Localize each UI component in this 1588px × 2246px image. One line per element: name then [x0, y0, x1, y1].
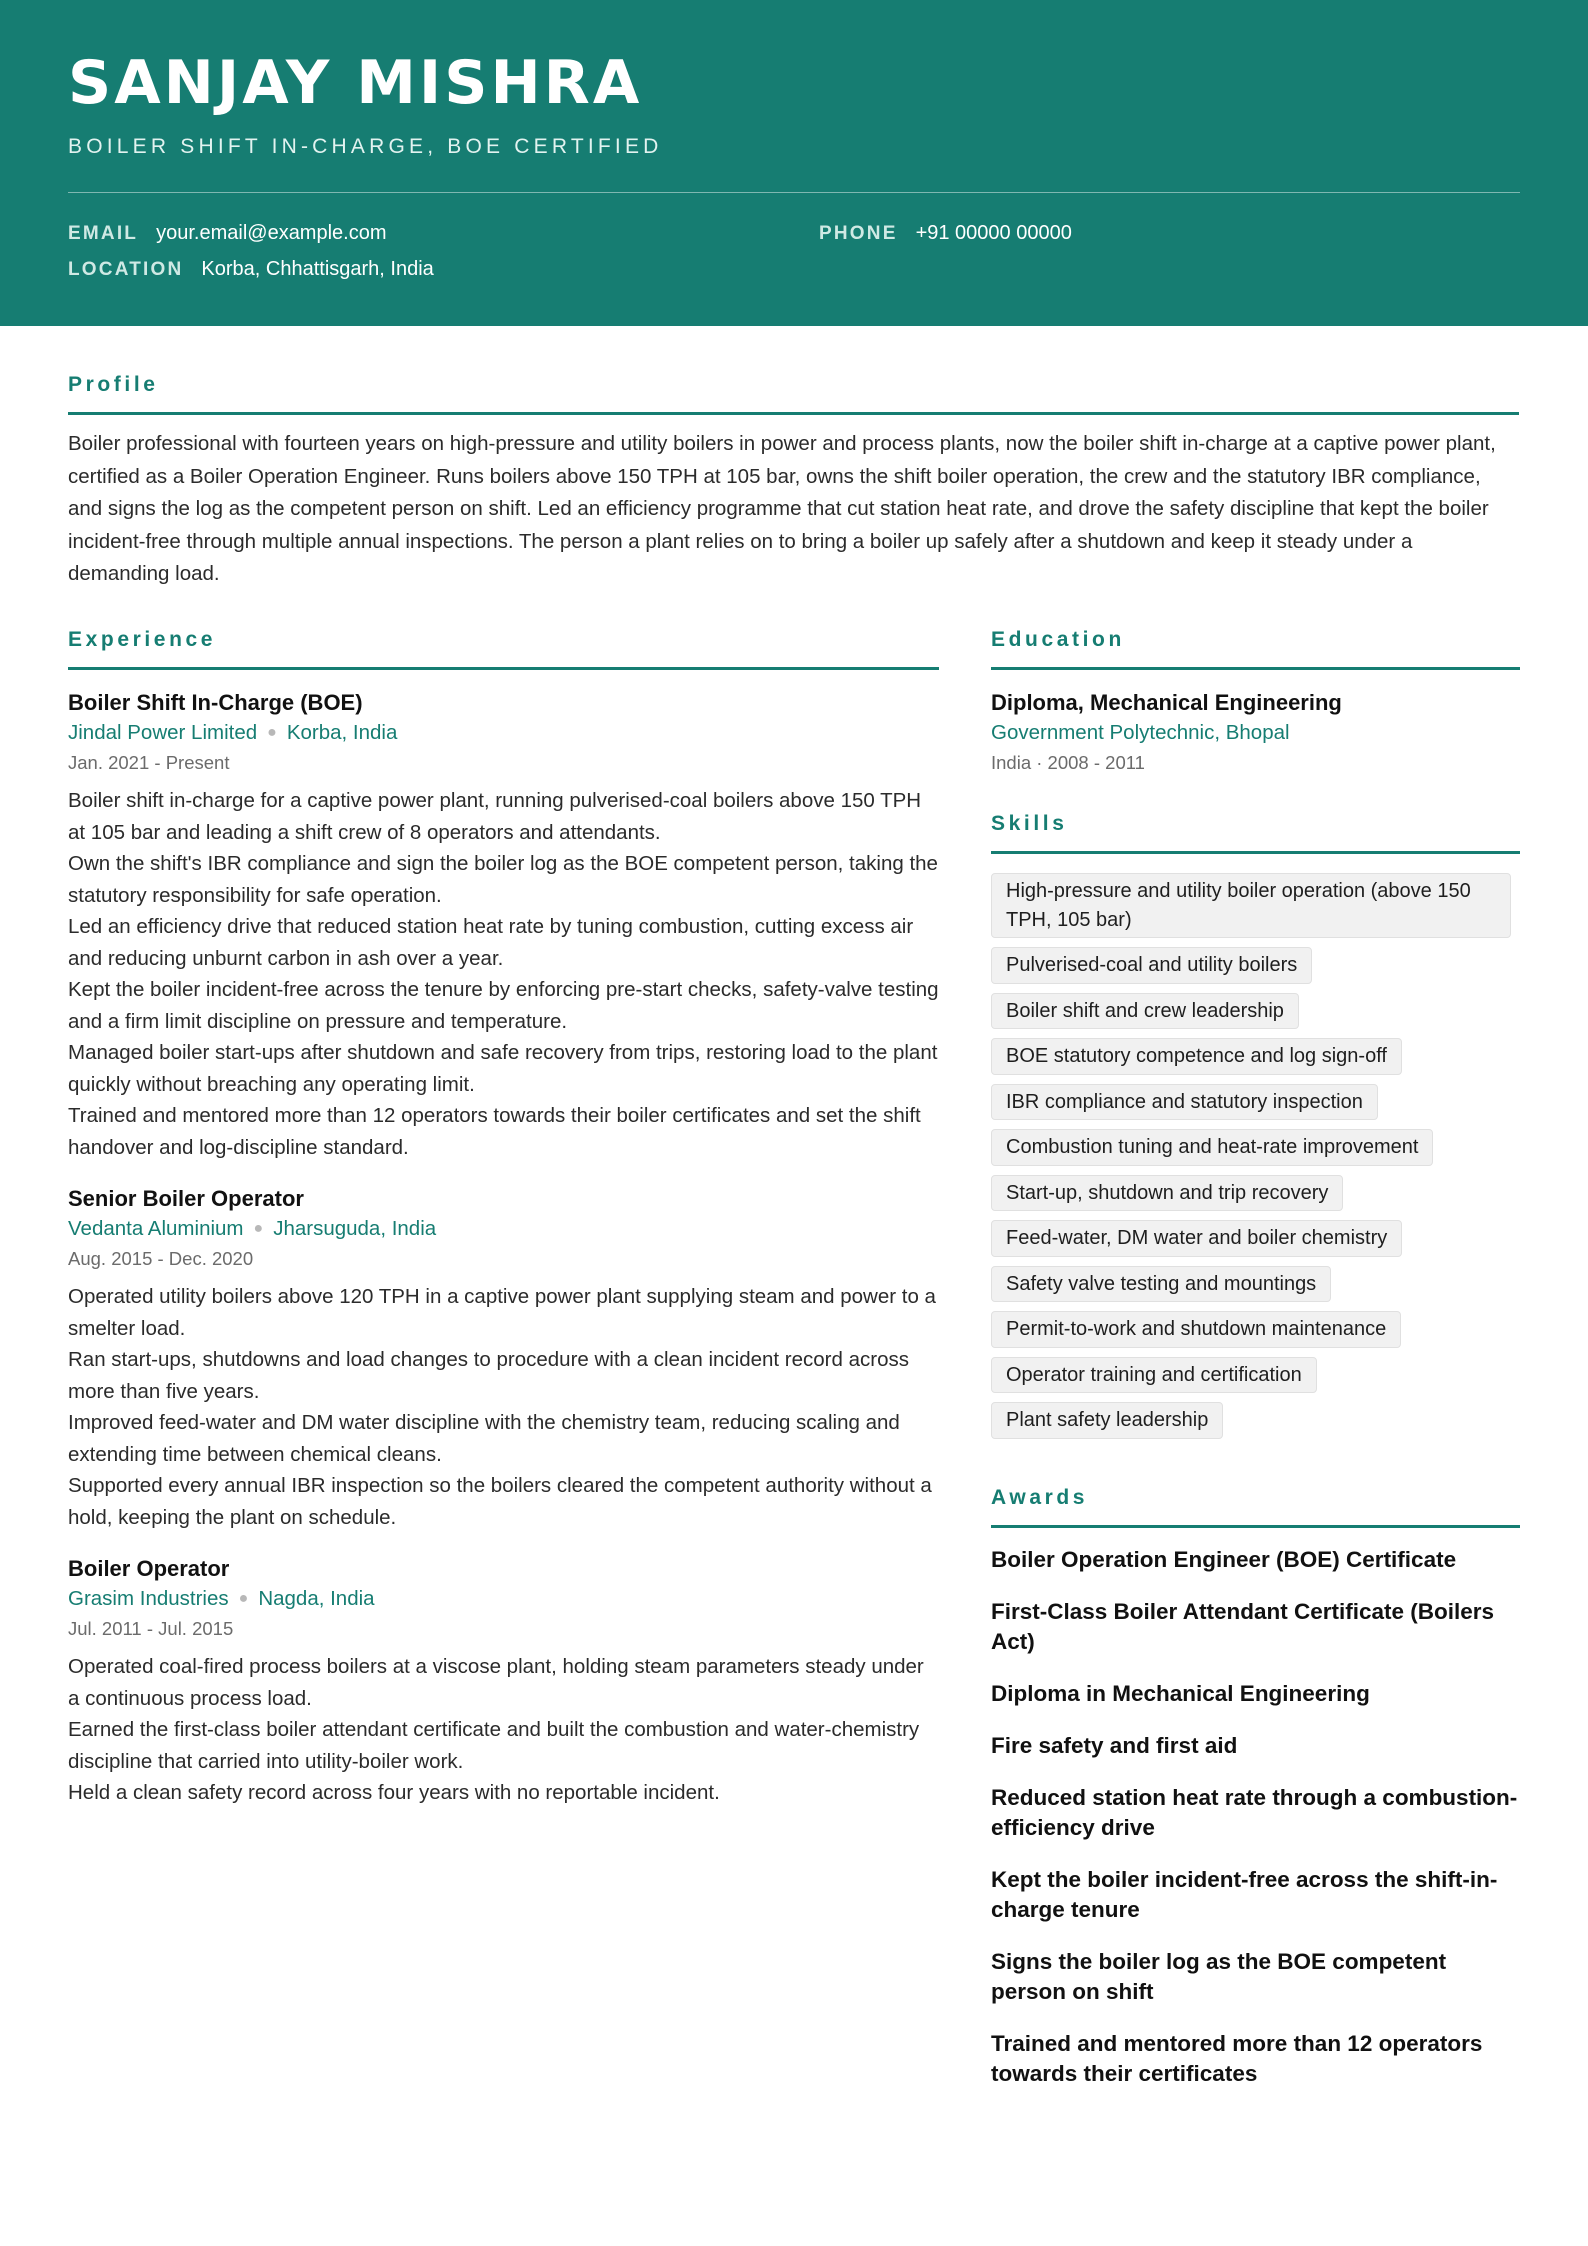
skill-chip: Combustion tuning and heat-rate improvement [991, 1129, 1433, 1166]
sidebar-column [991, 627, 1520, 2111]
location-label: LOCATION [68, 259, 184, 280]
awards-list [991, 1545, 1520, 2089]
job-bullet: Led an efficiency drive that reduced station heat rate by tuning combustion, cutting excess air and reducing unburnt carbon in ash over a year. [68, 915, 914, 970]
separator-dot-icon: ● [267, 724, 277, 741]
skill-chip: Feed-water, DM water and boiler chemistry [991, 1220, 1402, 1257]
education-entry [991, 688, 1520, 778]
job-company: Vedanta Aluminium [68, 1217, 244, 1240]
job-bullets [68, 1651, 939, 1809]
award-item: Kept the boiler incident-free across the shift-in-charge tenure [991, 1866, 1498, 1922]
education-meta: India · 2008 - 2011 [991, 752, 1145, 773]
award-item: First-Class Boiler Attendant Certificate (Boilers Act) [991, 1598, 1495, 1654]
email-label: EMAIL [68, 223, 139, 244]
job-entry [68, 1184, 939, 1533]
job-dates: Aug. 2015 - Dec. 2020 [68, 1248, 254, 1269]
email-value[interactable]: your.email@example.com [156, 222, 387, 244]
profile-heading: Profile [68, 372, 1519, 415]
job-company-line [68, 718, 939, 748]
job-company: Jindal Power Limited [68, 721, 258, 744]
location-value: Korba, Chhattisgarh, India [201, 258, 434, 280]
job-bullet: Earned the first-class boiler attendant certificate and built the combustion and water-chemistry discipline that carried into utility-boiler work. [68, 1718, 920, 1773]
award-item: Fire safety and first aid [991, 1732, 1238, 1758]
experience-section [68, 627, 939, 1809]
award-item: Signs the boiler log as the BOE competent person on shift [991, 1948, 1447, 2004]
award-item: Trained and mentored more than 12 operators towards their certificates [991, 2030, 1483, 2086]
job-bullet: Ran start-ups, shutdowns and load changes to procedure with a clean incident record across more than five years. [68, 1348, 909, 1403]
job-company: Grasim Industries [68, 1587, 229, 1610]
skills-list [991, 873, 1520, 1448]
job-entry [68, 1554, 939, 1809]
job-bullet: Boiler shift in-charge for a captive power plant, running pulverised-coal boilers above 150 TPH at 105 bar and leading a shift crew of 8 operators and attendants. [68, 789, 922, 844]
skill-chip: Safety valve testing and mountings [991, 1266, 1331, 1303]
separator-dot-icon: ● [253, 1220, 264, 1237]
skill-chip: Permit-to-work and shutdown maintenance [991, 1311, 1401, 1348]
resume-header [0, 0, 1588, 326]
job-company-line [68, 1584, 939, 1614]
job-location: Nagda, India [258, 1587, 375, 1610]
phone-value[interactable]: +91 00000 00000 [915, 222, 1072, 244]
job-bullets [68, 1281, 939, 1533]
job-dates: Jul. 2011 - Jul. 2015 [68, 1618, 234, 1639]
contact-phone [819, 220, 1072, 247]
job-bullet: Own the shift's IBR compliance and sign the boiler log as the BOE competent person, taking the statutory responsibility for safe operation. [68, 852, 938, 907]
contact-location [68, 256, 434, 283]
job-bullet: Operated coal-fired process boilers at a viscose plant, holding steam parameters steady under a continuous process load. [68, 1655, 924, 1710]
job-title: Senior Boiler Operator [68, 1186, 304, 1211]
job-dates: Jan. 2021 - Present [68, 752, 230, 773]
skill-chip: High-pressure and utility boiler operation (above 150 TPH, 105 bar) [991, 873, 1511, 938]
degree: Diploma, Mechanical Engineering [991, 690, 1342, 715]
profile-section [68, 372, 1519, 591]
award-item: Diploma in Mechanical Engineering [991, 1680, 1370, 1706]
job-bullet: Supported every annual IBR inspection so the boilers cleared the competent authority without a hold, keeping the plant on schedule. [68, 1474, 932, 1529]
skill-chip: Boiler shift and crew leadership [991, 993, 1299, 1030]
job-entry [68, 688, 939, 1163]
job-company-line [68, 1214, 939, 1244]
job-bullet: Kept the boiler incident-free across the tenure by enforcing pre-start checks, safety-valve testing and a firm limit discipline on pressure and temperature. [68, 978, 939, 1033]
candidate-title: BOILER SHIFT IN-CHARGE, BOE CERTIFIED [68, 135, 663, 158]
candidate-name: SANJAY MISHRA [68, 48, 643, 118]
skill-chip: IBR compliance and statutory inspection [991, 1084, 1378, 1121]
job-title: Boiler Shift In-Charge (BOE) [68, 690, 363, 715]
job-location: Jharsuguda, India [273, 1217, 437, 1240]
education-heading: Education [991, 627, 1520, 670]
skills-section [991, 811, 1520, 1448]
education-section [991, 627, 1520, 778]
job-location: Korba, India [286, 721, 398, 744]
job-bullet: Operated utility boilers above 120 TPH in a captive power plant supplying steam and power to a smelter load. [68, 1285, 936, 1340]
award-item: Reduced station heat rate through a combustion-efficiency drive [991, 1784, 1518, 1840]
job-bullets [68, 785, 939, 1163]
job-title: Boiler Operator [68, 1556, 230, 1581]
phone-label: PHONE [819, 223, 898, 244]
contact-info [68, 220, 1520, 300]
experience-heading: Experience [68, 627, 939, 670]
skill-chip: BOE statutory competence and log sign-off [991, 1038, 1402, 1075]
awards-heading: Awards [991, 1485, 1520, 1528]
skill-chip: Start-up, shutdown and trip recovery [991, 1175, 1343, 1212]
header-divider [68, 192, 1520, 193]
awards-section [991, 1485, 1520, 2089]
skill-chip: Pulverised-coal and utility boilers [991, 947, 1312, 984]
skills-heading: Skills [991, 811, 1520, 854]
school: Government Polytechnic, Bhopal [991, 721, 1290, 744]
profile-text: Boiler professional with fourteen years on high-pressure and utility boilers in power and process plants, now the boiler shift in-charge at a captive power plant, certified as a Boiler Operation Engineer. Runs boilers above 150 TPH at 105 bar, owns the shift boiler operation, the crew and the statutory IBR compliance, and signs the log as the competent person on shift. Led an efficiency programme that cut station heat rate, and drove the safety discipline that kept the boiler incident-free through multiple annual inspections. The person a plant relies on to bring a boiler up safely after a shutdown and keep it steady under a demanding load. [68, 432, 1496, 585]
job-bullet: Managed boiler start-ups after shutdown and safe recovery from trips, restoring load to the plant quickly without breaching any operating limit. [68, 1041, 938, 1096]
award-item: Boiler Operation Engineer (BOE) Certificate [991, 1546, 1457, 1572]
job-bullet: Improved feed-water and DM water discipline with the chemistry team, reducing scaling and extending time between chemical cleans. [68, 1411, 900, 1466]
job-bullet: Held a clean safety record across four years with no reportable incident. [68, 1781, 720, 1804]
skill-chip: Plant safety leadership [991, 1402, 1223, 1439]
skill-chip: Operator training and certification [991, 1357, 1317, 1394]
separator-dot-icon: ● [238, 1590, 249, 1607]
job-bullet: Trained and mentored more than 12 operators towards their boiler certificates and set the shift handover and log-discipline standard. [68, 1104, 921, 1159]
contact-email [68, 220, 387, 247]
job-list [68, 688, 939, 1809]
